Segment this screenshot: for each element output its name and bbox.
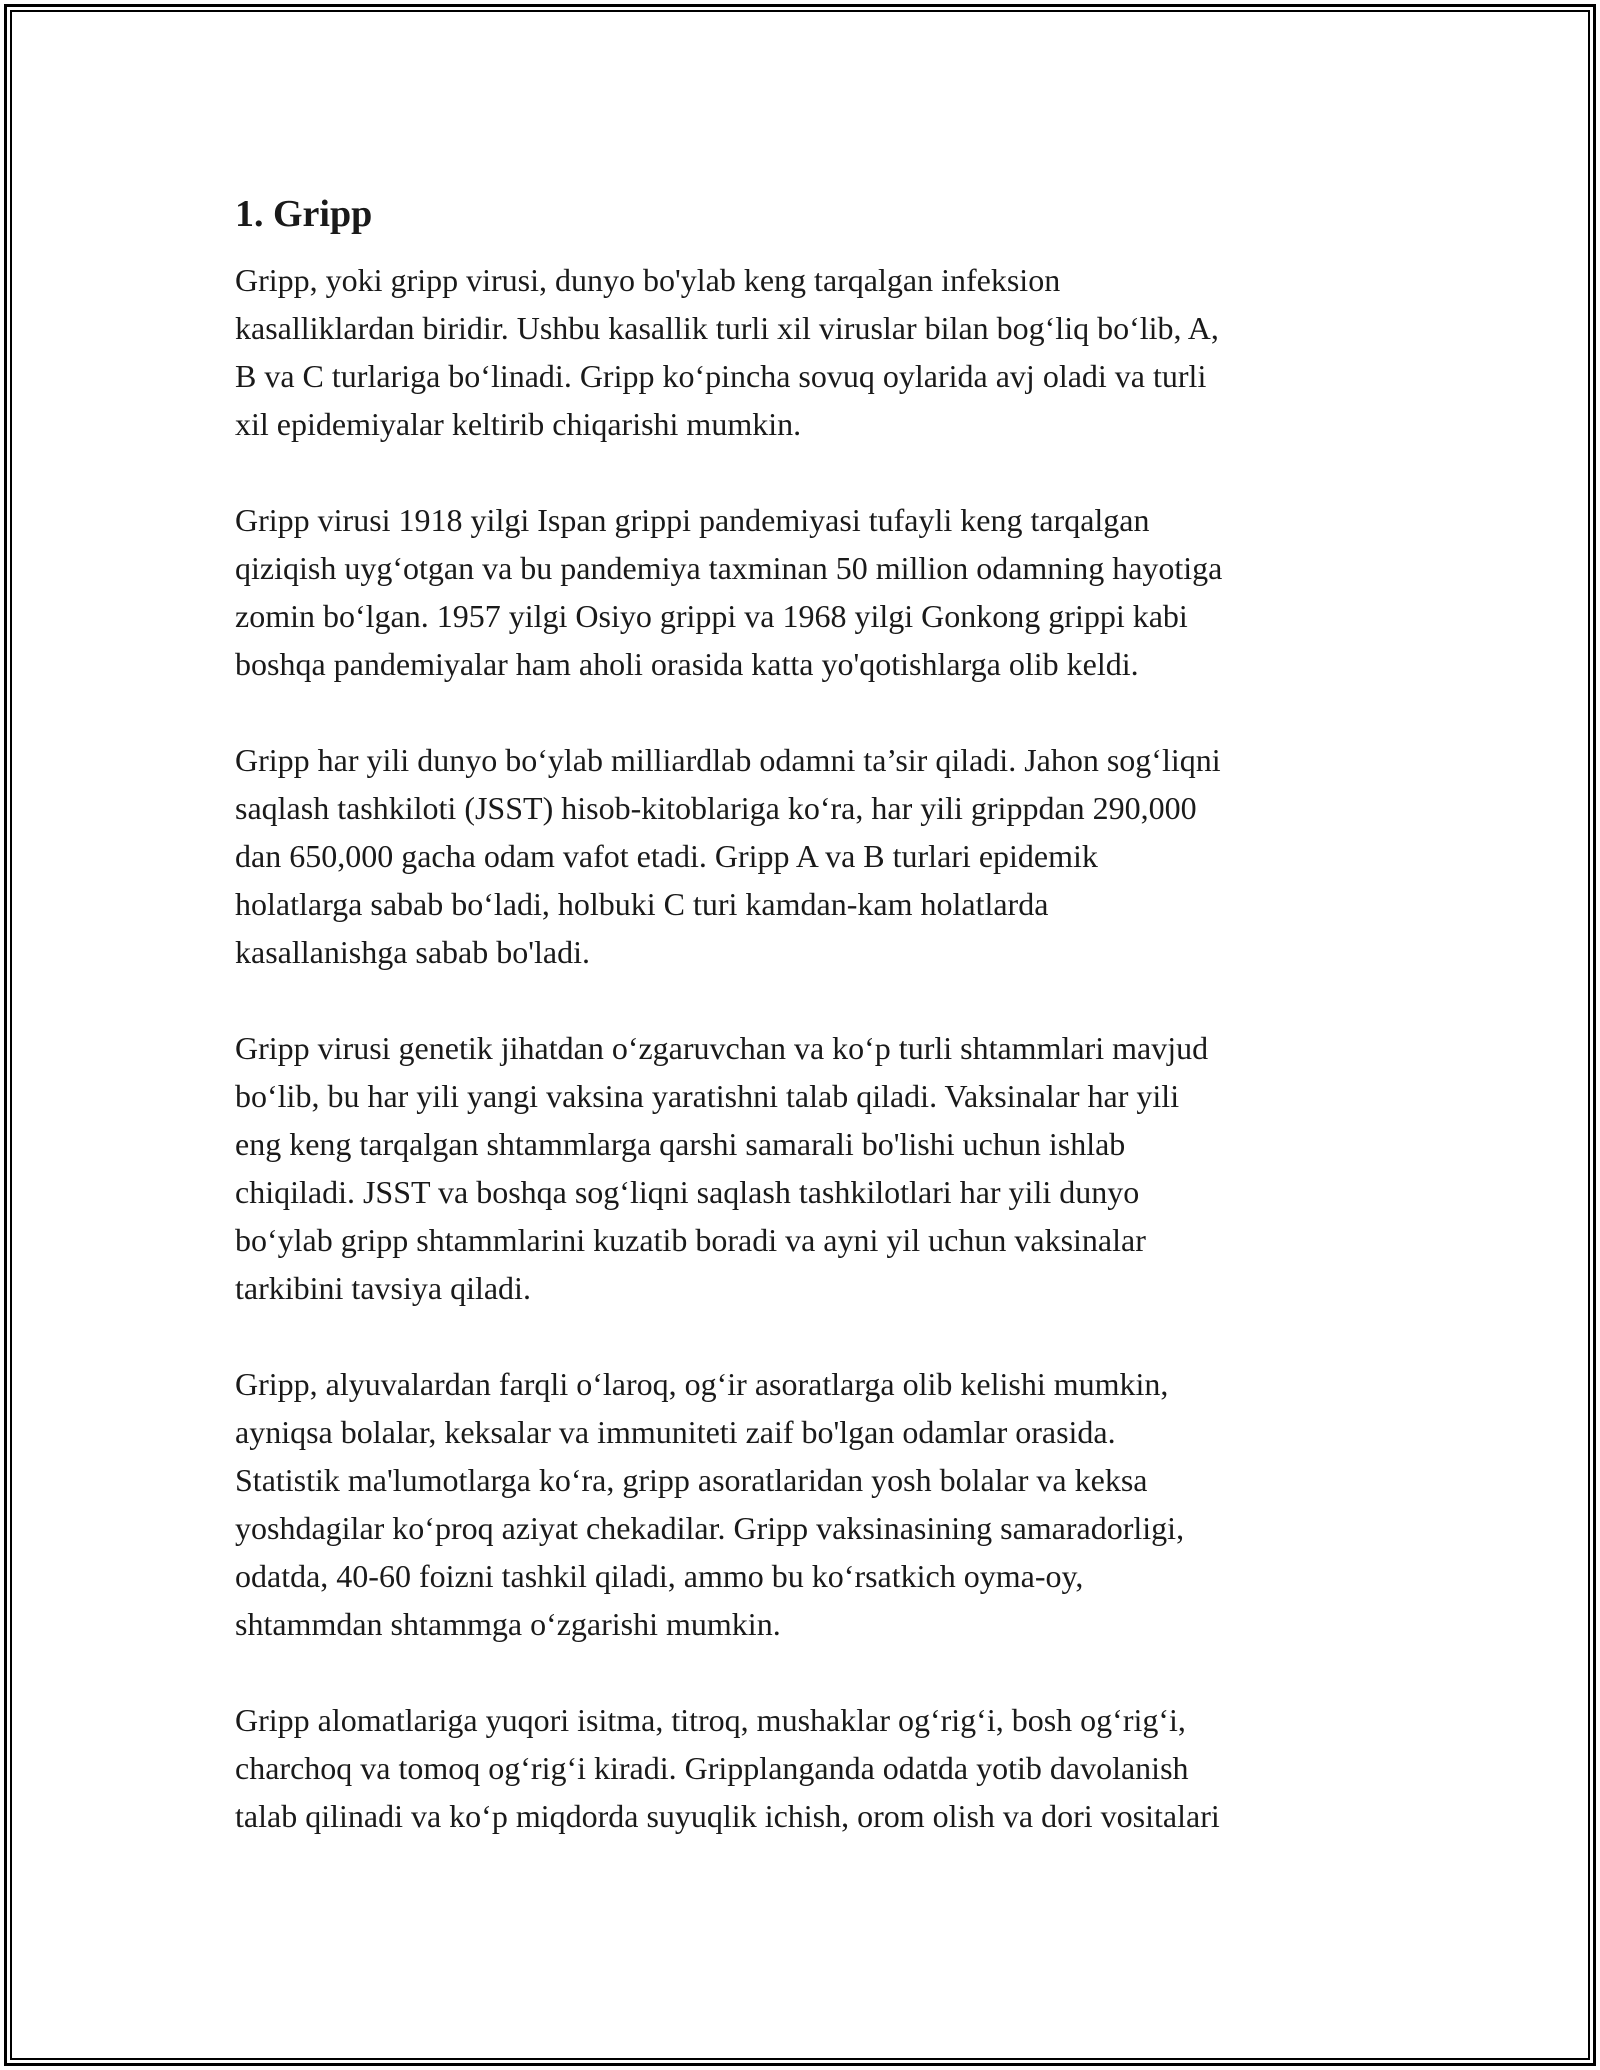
text-line: yoshdagilar ko‘proq aziyat chekadilar. Gripp vaksinasining samaradorligi, (235, 1510, 1185, 1546)
document-body (235, 188, 1385, 1840)
text-line: Gripp virusi 1918 yilgi Ispan grippi pandemiyasi tufayli keng tarqalgan (235, 502, 1150, 538)
text-line: Gripp virusi genetik jihatdan o‘zgaruvchan va ko‘p turli shtammlari mavjud (235, 1030, 1209, 1066)
text-line: qiziqish uyg‘otgan va bu pandemiya taxminan 50 million odamning hayotiga (235, 550, 1223, 586)
paragraph-1 (235, 256, 1385, 448)
paragraph-2 (235, 496, 1385, 688)
text-line: tarkibini tavsiya qiladi. (235, 1270, 531, 1306)
text-line: holatlarga sabab bo‘ladi, holbuki C turi kamdan-kam holatlarda (235, 886, 1049, 922)
text-line: shtammdan shtammga o‘zgarishi mumkin. (235, 1606, 781, 1642)
text-line: talab qilinadi va ko‘p miqdorda suyuqlik ichish, orom olish va dori vositalari (235, 1798, 1220, 1834)
text-line: Statistik ma'lumotlarga ko‘ra, gripp asoratlaridan yosh bolalar va keksa (235, 1462, 1148, 1498)
section-heading: 1. Gripp (235, 193, 373, 235)
text-line: odatda, 40-60 foizni tashkil qiladi, ammo bu ko‘rsatkich oyma-oy, (235, 1558, 1084, 1594)
paragraph-5 (235, 1360, 1385, 1648)
text-line: B va C turlariga bo‘linadi. Gripp ko‘pincha sovuq oylarida avj oladi va turli (235, 358, 1207, 394)
text-line: boshqa pandemiyalar ham aholi orasida katta yo'qotishlarga olib keldi. (235, 646, 1139, 682)
text-line: eng keng tarqalgan shtammlarga qarshi samarali bo'lishi uchun ishlab (235, 1126, 1126, 1162)
text-line: zomin bo‘lgan. 1957 yilgi Osiyo grippi va 1968 yilgi Gonkong grippi kabi (235, 598, 1188, 634)
text-line: Gripp, alyuvalardan farqli o‘laroq, og‘ir asoratlarga olib kelishi mumkin, (235, 1366, 1169, 1402)
text-line: Gripp alomatlariga yuqori isitma, titroq, mushaklar og‘rig‘i, bosh og‘rig‘i, (235, 1702, 1186, 1738)
text-line: kasallanishga sabab bo'ladi. (235, 934, 590, 970)
paragraph-3 (235, 736, 1385, 976)
text-line: kasalliklardan biridir. Ushbu kasallik turli xil viruslar bilan bog‘liq bo‘lib, A, (235, 310, 1219, 346)
text-line: xil epidemiyalar keltirib chiqarishi mumkin. (235, 406, 802, 442)
paragraph-4 (235, 1024, 1385, 1312)
text-line: Gripp, yoki gripp virusi, dunyo bo'ylab keng tarqalgan infeksion (235, 262, 1061, 298)
text-line: bo‘lib, bu har yili yangi vaksina yaratishni talab qiladi. Vaksinalar har yili (235, 1078, 1180, 1114)
text-line: Gripp har yili dunyo bo‘ylab milliardlab odamni ta’sir qiladi. Jahon sog‘liqni (235, 742, 1221, 778)
text-line: bo‘ylab gripp shtammlarini kuzatib boradi va ayni yil uchun vaksinalar (235, 1222, 1146, 1258)
text-line: dan 650,000 gacha odam vafot etadi. Gripp A va B turlari epidemik (235, 838, 1098, 874)
text-line: chiqiladi. JSST va boshqa sog‘liqni saqlash tashkilotlari har yili dunyo (235, 1174, 1140, 1210)
text-line: charchoq va tomoq og‘rig‘i kiradi. Gripplanganda odatda yotib davolanish (235, 1750, 1189, 1786)
text-line: ayniqsa bolalar, keksalar va immuniteti zaif bo'lgan odamlar orasida. (235, 1414, 1116, 1450)
text-line: saqlash tashkiloti (JSST) hisob-kitoblariga ko‘ra, har yili grippdan 290,000 (235, 790, 1197, 826)
paragraph-6 (235, 1696, 1385, 1840)
